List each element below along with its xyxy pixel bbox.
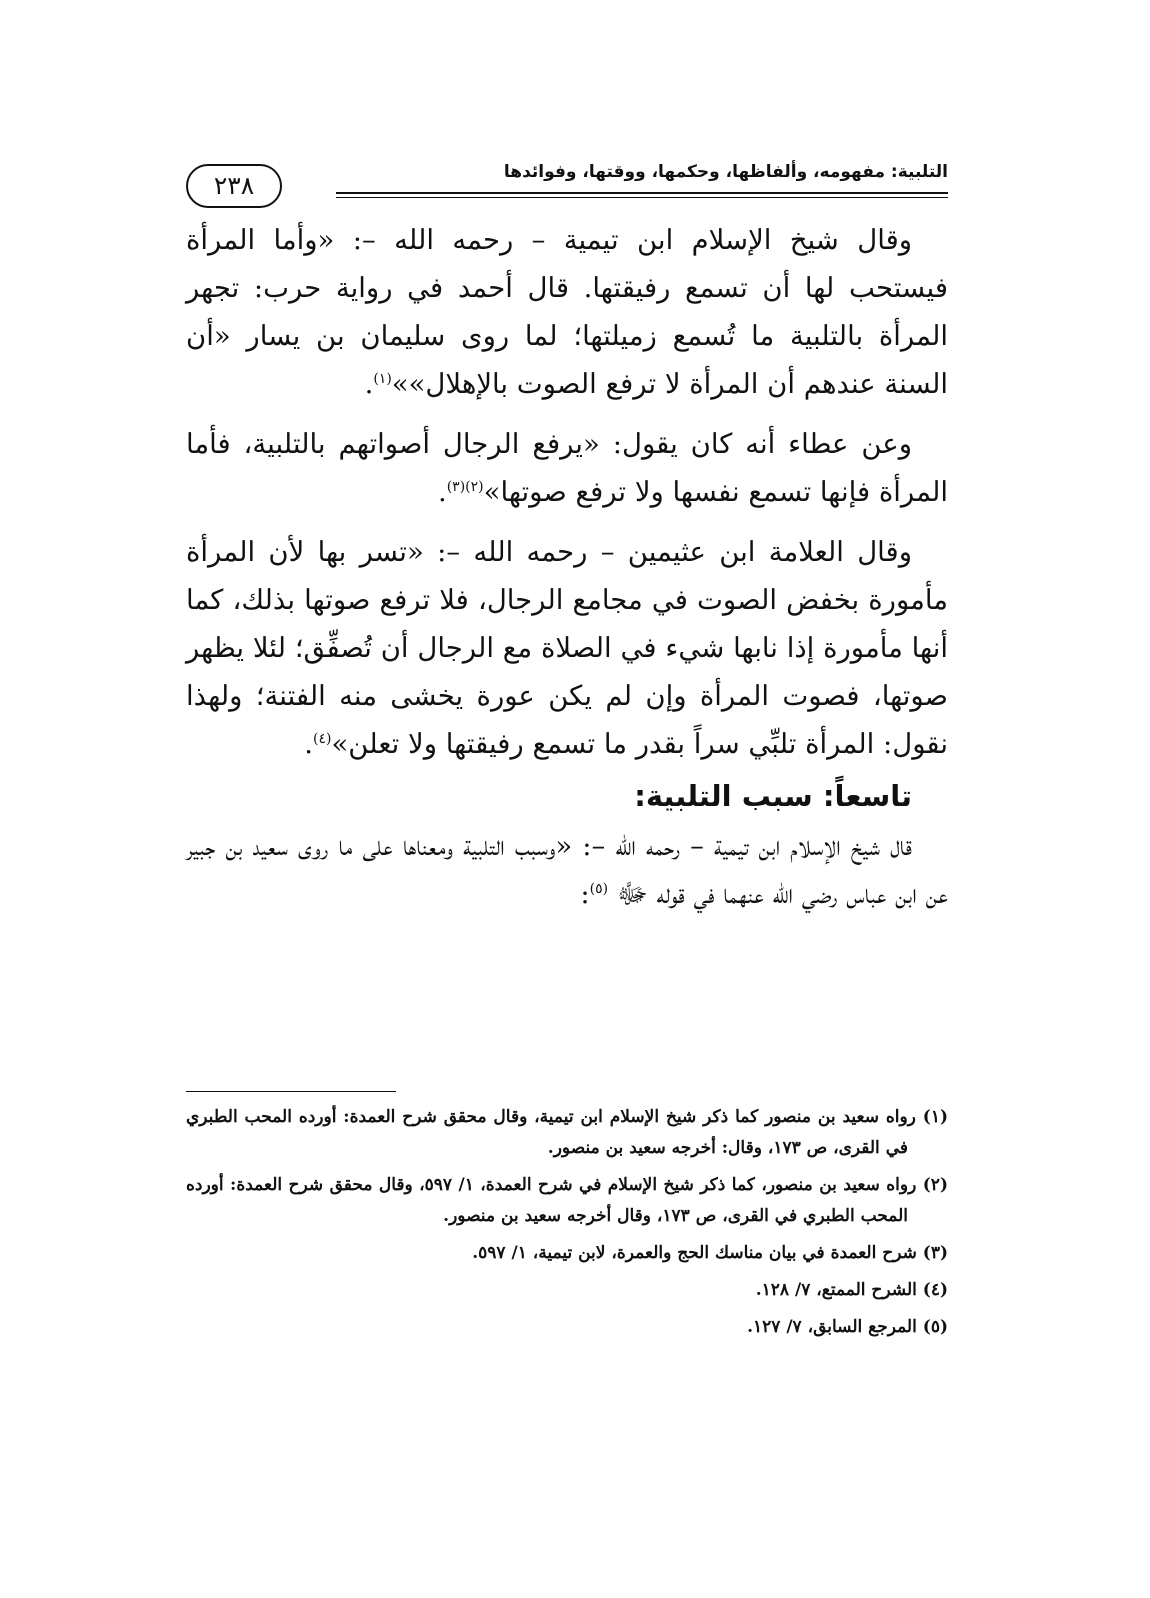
footnote-item: (٣) شرح العمدة في بيان مناسك الحج والعمرة، لابن تيمية، ١/ ٥٩٧. bbox=[472, 1243, 948, 1263]
footnote-list bbox=[186, 1102, 948, 1343]
paragraph-end: : bbox=[580, 878, 590, 910]
paragraph bbox=[186, 822, 948, 918]
footnote-ref: (١) bbox=[373, 370, 392, 387]
paragraph bbox=[186, 528, 948, 768]
page-number: ٢٣٨ bbox=[186, 164, 282, 208]
footnote-ref: (٢)(٣) bbox=[446, 478, 484, 495]
footnote-item: (٢) رواه سعيد بن منصور، كما ذكر شيخ الإسلام في شرح العمدة، ١/ ٥٩٧، وقال محقق شرح العمدة: أورده المحب الطبري في القرى، ص ١٧٣، وقال أخرجه سعيد بن منصور. bbox=[186, 1175, 948, 1226]
footnote-ref: (٥) bbox=[589, 880, 609, 897]
paragraph-text: وعن عطاء أنه كان يقول: «يرفع الرجال أصواتهم بالتلبية، فأما المرأة فإنها تسمع نفسها ولا ترفع صوتها» bbox=[186, 428, 948, 508]
paragraph-text: قال شيخ الإسلام ابن تيمية – رحمه الله –: «وسبب التلبية ومعناها على ما روى سعيد بن جبير عن ابن عباس رضي الله عنهما في قوله ﷻ bbox=[186, 830, 948, 910]
footnote-separator bbox=[186, 1091, 396, 1092]
paragraph-end: . bbox=[364, 368, 374, 400]
footnote-item: (٥) المرجع السابق، ٧/ ١٢٧. bbox=[747, 1317, 948, 1337]
page-header bbox=[186, 150, 948, 210]
footnote-item: (٤) الشرح الممتع، ٧/ ١٢٨. bbox=[755, 1280, 948, 1300]
paragraph-text: وقال العلامة ابن عثيمين – رحمه الله –: «تسر بها لأن المرأة مأمورة بخفض الصوت في مجامع الرجال، فلا ترفع صوتها بذلك، كما أنها مأمورة إذا نابها شيء في الصلاة مع الرجال أن تُصفِّق؛ لئلا يظهر صوتها، فصوت المرأة وإن لم يكن عورة يخشى منه الفتنة؛ ولهذا نقول: المرأة تلبِّي سراً بقدر ما تسمع رفيقتها ولا تعلن» bbox=[186, 536, 948, 760]
header-rule bbox=[336, 192, 948, 198]
paragraph-text: وقال شيخ الإسلام ابن تيمية – رحمه الله –: «وأما المرأة فيستحب لها أن تسمع رفيقتها. قال أحمد في رواية حرب: تجهر المرأة بالتلبية ما تُسمع زميلتها؛ لما روى سليمان بن يسار «أن السنة عندهم أن المرأة لا ترفع الصوت بالإهلال»» bbox=[186, 224, 949, 400]
footnote-ref: (٤) bbox=[313, 730, 332, 747]
main-text bbox=[186, 216, 948, 918]
footnotes bbox=[186, 1091, 948, 1349]
running-title: التلبية: مفهومه، وألفاظها، وحكمها، ووقتها، وفوائدها bbox=[503, 162, 948, 182]
footnote-item: (١) رواه سعيد بن منصور كما ذكر شيخ الإسلام ابن تيمية، وقال محقق شرح العمدة: أورده المحب الطبري في القرى، ص ١٧٣، وقال: أخرجه سعيد بن منصور. bbox=[186, 1107, 948, 1158]
section-heading: تاسعاً: سبب التلبية: bbox=[634, 779, 912, 813]
paragraph-end: . bbox=[437, 476, 447, 508]
paragraph-end: . bbox=[304, 728, 314, 760]
paragraph bbox=[186, 420, 948, 516]
paragraph bbox=[186, 216, 948, 408]
